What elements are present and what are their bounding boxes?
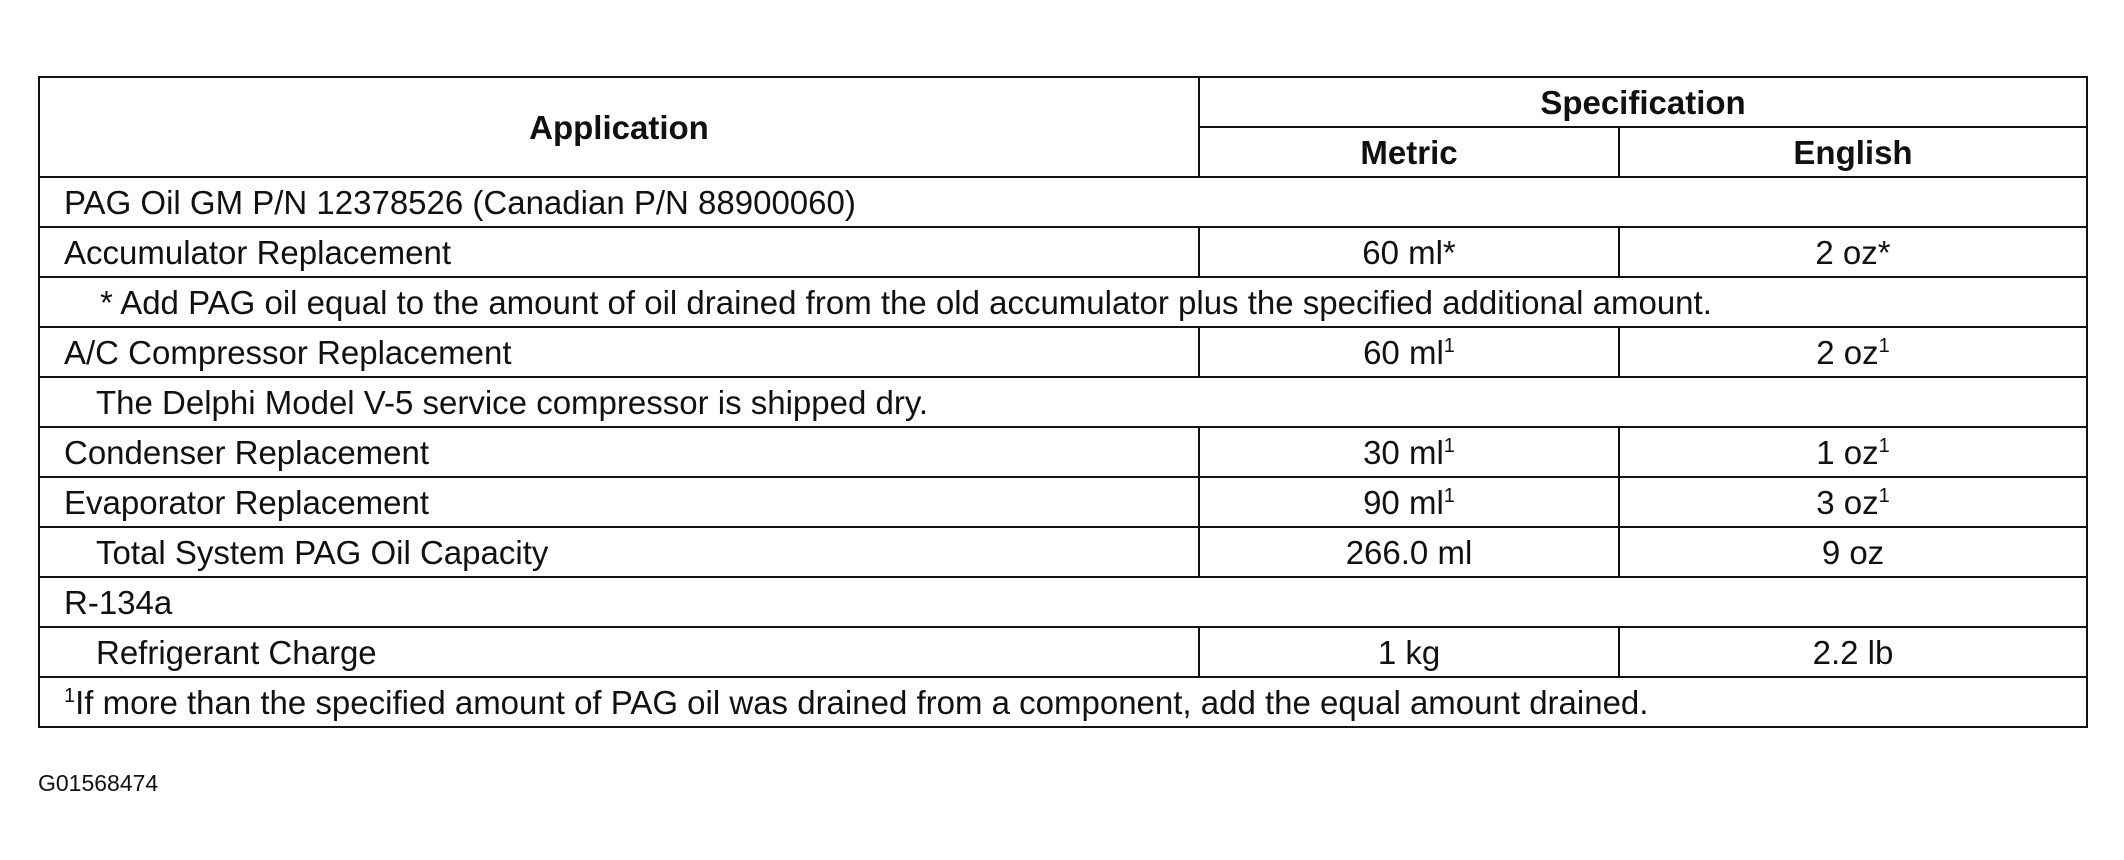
table-row xyxy=(39,627,2087,677)
metric-cell: 60 ml* xyxy=(1199,227,1619,277)
table-row xyxy=(39,227,2087,277)
english-cell: 2.2 lb xyxy=(1619,627,2087,677)
note-text: The Delphi Model V-5 service compressor is shipped dry. xyxy=(39,377,2087,427)
footnote-marker: 1 xyxy=(1443,334,1455,357)
english-cell: 2 $oz^1$ xyxy=(1619,327,2087,377)
metric-cell: 1 kg xyxy=(1199,627,1619,677)
table-row xyxy=(39,377,2087,427)
application-cell: Evaporator Replacement xyxy=(39,477,1199,527)
group-label: PAG Oil GM P/N 12378526 (Canadian P/N 88900060) xyxy=(39,177,2087,227)
footnote-text: $^1$If more than the specified amount of PAG oil was drained from a component, add the equal amount drained. xyxy=(39,677,2087,727)
footnote-marker: 1 xyxy=(1878,334,1890,357)
footnote-marker: 1 xyxy=(64,684,76,707)
metric-cell: 30 $ml^1$ xyxy=(1199,427,1619,477)
application-cell: Total System PAG Oil Capacity xyxy=(39,527,1199,577)
english-cell: 1 $oz^1$ xyxy=(1619,427,2087,477)
table-row xyxy=(39,327,2087,377)
header-specification: Specification xyxy=(1199,77,2087,127)
header-metric: Metric xyxy=(1199,127,1619,177)
footnote-row xyxy=(39,677,2087,727)
table-row xyxy=(39,577,2087,627)
application-cell: Refrigerant Charge xyxy=(39,627,1199,677)
note-text: * Add PAG oil equal to the amount of oil drained from the old accumulator plus the specified additional amount. xyxy=(39,277,2087,327)
table-row xyxy=(39,527,2087,577)
application-cell: Condenser Replacement xyxy=(39,427,1199,477)
metric-cell: 60 $ml^1$ xyxy=(1199,327,1619,377)
english-cell: 3 $oz^1$ xyxy=(1619,477,2087,527)
footnote-marker: 1 xyxy=(1878,434,1890,457)
footnote-marker: 1 xyxy=(1878,484,1890,507)
english-cell: 9 oz xyxy=(1619,527,2087,577)
header-application: Application xyxy=(39,77,1199,177)
english-cell: 2 oz* xyxy=(1619,227,2087,277)
application-cell: Accumulator Replacement xyxy=(39,227,1199,277)
table-row xyxy=(39,427,2087,477)
specification-table xyxy=(38,76,2088,728)
figure-id: G01568474 xyxy=(38,770,159,796)
footnote-marker: 1 xyxy=(1443,434,1455,457)
header-english: English xyxy=(1619,127,2087,177)
group-label: R-134a xyxy=(39,577,2087,627)
application-cell: A/C Compressor Replacement xyxy=(39,327,1199,377)
footnote-marker: 1 xyxy=(1443,484,1455,507)
metric-cell: 90 $ml^1$ xyxy=(1199,477,1619,527)
table-row xyxy=(39,177,2087,227)
table-row xyxy=(39,277,2087,327)
metric-cell: 266.0 ml xyxy=(1199,527,1619,577)
table-row xyxy=(39,477,2087,527)
